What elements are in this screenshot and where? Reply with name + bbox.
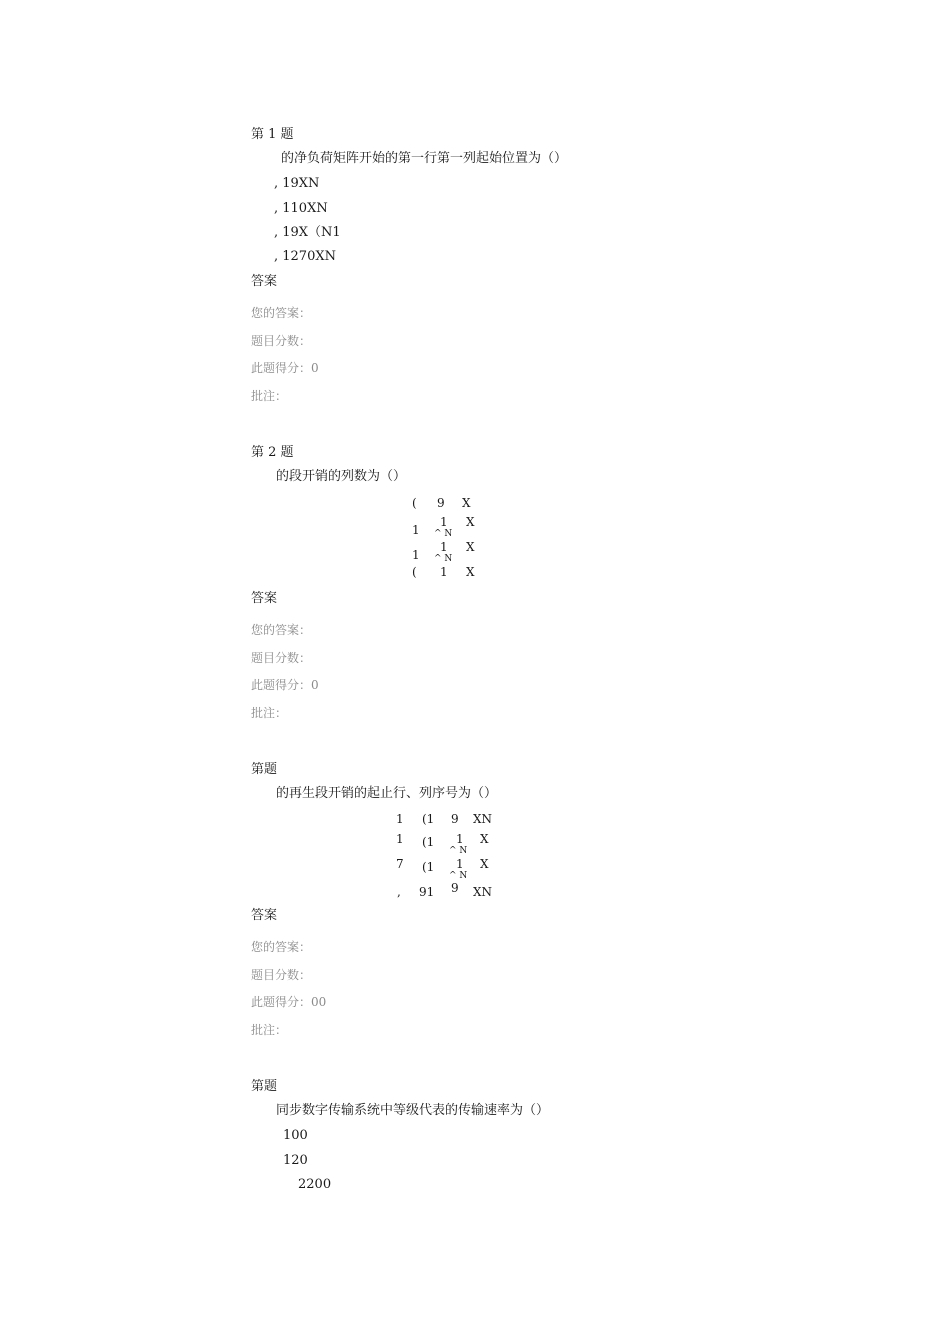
option-b-value: 1 xyxy=(456,832,464,846)
option-c[interactable]: 2200 xyxy=(298,1177,332,1192)
option-a[interactable]: 100 xyxy=(283,1128,308,1143)
option-a[interactable]: , 19XN xyxy=(274,176,320,191)
option-c[interactable]: , 19X（N1 xyxy=(274,225,341,240)
question-stem: 的段开销的列数为（） xyxy=(276,469,407,484)
question-score-label: 题目分数： xyxy=(251,651,312,665)
option-a-marker[interactable]: ( xyxy=(412,496,417,510)
question-title: 第题 xyxy=(251,1079,278,1094)
answer-heading: 答案 xyxy=(251,908,278,923)
option-b[interactable]: 120 xyxy=(283,1153,308,1168)
your-answer-label: 您的答案： xyxy=(251,623,312,637)
option-c-unit: X xyxy=(480,857,489,871)
question-title: 第题 xyxy=(251,762,278,777)
option-c-marker[interactable]: 7 xyxy=(396,857,404,871)
comment-label: 批注： xyxy=(251,1023,288,1037)
earned-score: 此题得分：00 xyxy=(251,995,327,1009)
option-a-unit: X xyxy=(462,496,471,510)
option-c-marker[interactable]: 1 xyxy=(412,548,420,562)
option-a-marker[interactable]: 1 xyxy=(396,812,404,826)
option-d-marker[interactable]: ( xyxy=(412,565,417,579)
earned-score: 此题得分：0 xyxy=(251,678,319,692)
option-d-unit: XN xyxy=(473,885,493,899)
question-stem: 的再生段开销的起止行、列序号为（） xyxy=(276,786,498,801)
option-b[interactable]: , 110XN xyxy=(274,201,328,216)
option-a-value: 9 xyxy=(451,812,459,826)
option-b-value: 1 xyxy=(440,515,448,529)
question-score-label: 题目分数： xyxy=(251,334,312,348)
option-b-unit: X xyxy=(466,515,475,529)
option-a-range: (1 xyxy=(422,812,435,826)
question-title: 第 1 题 xyxy=(251,127,294,142)
option-c-fragment: ^ N xyxy=(434,554,453,564)
option-d-value: 9 xyxy=(451,881,459,895)
option-c-unit: X xyxy=(466,540,475,554)
option-d-marker[interactable]: , xyxy=(397,885,401,899)
option-a-value: 9 xyxy=(437,496,445,510)
option-b-fragment: ^ N xyxy=(434,529,453,539)
question-title: 第 2 题 xyxy=(251,445,294,460)
earned-score: 此题得分：0 xyxy=(251,361,319,375)
option-a-unit: XN xyxy=(473,812,493,826)
comment-label: 批注： xyxy=(251,706,288,720)
option-c-range: (1 xyxy=(422,860,435,874)
question-stem: 的净负荷矩阵开始的第一行第一列起始位置为（） xyxy=(281,151,568,166)
question-score-label: 题目分数： xyxy=(251,968,312,982)
option-b-unit: X xyxy=(480,832,489,846)
comment-label: 批注： xyxy=(251,389,288,403)
answer-heading: 答案 xyxy=(251,274,278,289)
option-c-fragment: ^ N xyxy=(449,871,468,881)
option-c-value: 1 xyxy=(440,540,448,554)
option-d[interactable]: , 1270XN xyxy=(274,249,336,264)
option-b-marker[interactable]: 1 xyxy=(396,832,404,846)
option-c-value: 1 xyxy=(456,857,464,871)
question-stem: 同步数字传输系统中等级代表的传输速率为（） xyxy=(276,1103,550,1118)
answer-heading: 答案 xyxy=(251,591,278,606)
option-d-unit: X xyxy=(466,565,475,579)
your-answer-label: 您的答案： xyxy=(251,306,312,320)
option-d-value: 1 xyxy=(440,565,448,579)
option-d-range: 91 xyxy=(419,885,435,899)
option-b-fragment: ^ N xyxy=(449,846,468,856)
your-answer-label: 您的答案： xyxy=(251,940,312,954)
option-b-marker[interactable]: 1 xyxy=(412,523,420,537)
option-b-range: (1 xyxy=(422,835,435,849)
